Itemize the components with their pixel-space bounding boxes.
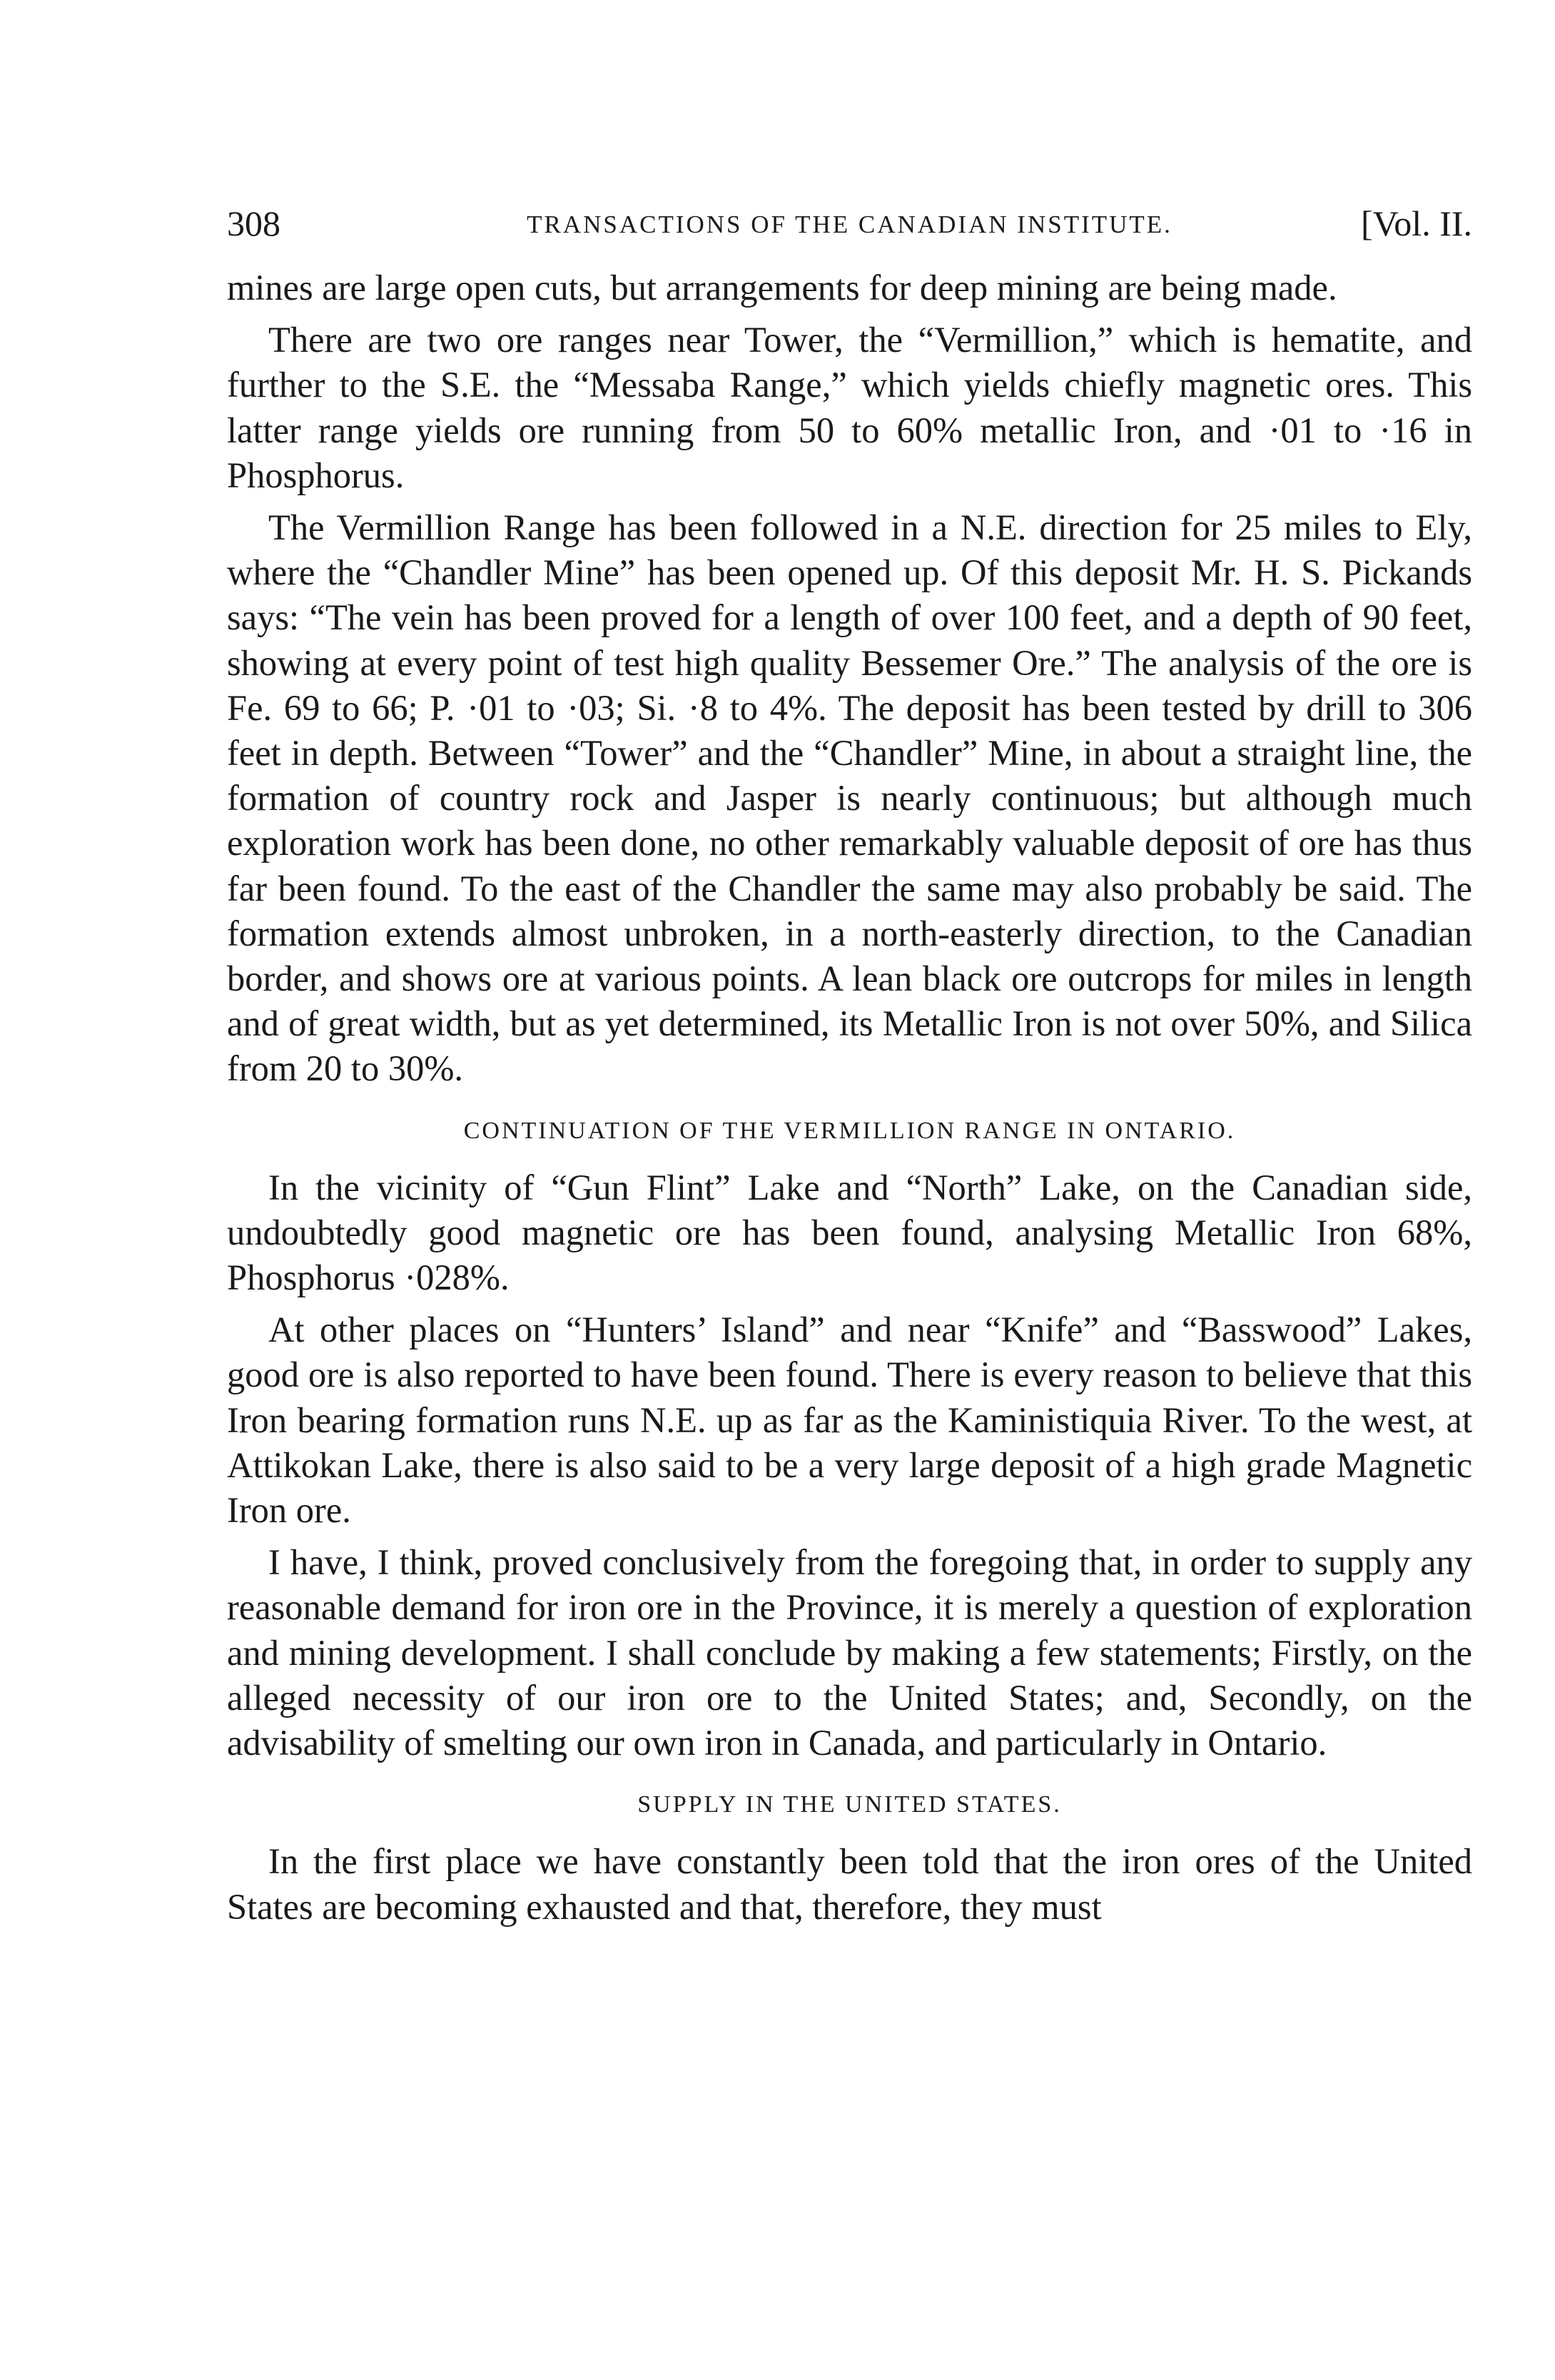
paragraph-continued: mines are large open cuts, but arrangements for deep mining are being made. (227, 268, 1337, 308)
running-head (227, 198, 1472, 248)
body-text (227, 265, 1472, 1937)
paragraph-hunters-island: At other places on “Hunters’ Island” and near “Knife” and “Basswood” Lakes, good ore is also reported to have been found. There is every reason to believe that this Iron bearing formation runs N.E. up as far as the Kaministiquia River. To the west, at Attikokan Lake, there is also said to be a very large deposit of a high grade Magnetic Iron ore. (227, 1310, 1472, 1531)
section-heading-supply: SUPPLY IN THE UNITED STATES. (637, 1791, 1062, 1818)
paragraph-vermillion-range: The Vermillion Range has been followed in a N.E. direction for 25 miles to Ely, where the “Chandler Mine” has been opened up. Of this deposit Mr. H. S. Pickands says: “The vein has been proved for a length of over 100 feet, and a depth of 90 feet, showing at every point of test high quality Bessemer Ore.” The analysis of the ore is Fe. 69 to 66; P. ·01 to ·03; Si. ·8 to 4%. The deposit has been tested by drill to 306 feet in depth. Between “Tower” and the “Chandler” Mine, in about a straight line, the formation of country rock and Jasper is nearly continuous; but although much exploration work has been done, no other remarkably valuable deposit of ore has thus far been found. To the east of the Chandler the same may also probably be said. The formation extends almost unbroken, in a north-easterly direction, to the Canadian border, and shows ore at various points. A lean black ore outcrops for miles in length and of great width, but as yet determined, its Metallic Iron is not over 50%, and Silica from 20 to 30%. (227, 507, 1472, 1089)
volume-label: [Vol. II. (1360, 203, 1472, 243)
paragraph-ore-ranges: There are two ore ranges near Tower, the “Vermillion,” which is hematite, and further to the S.E. the “Messaba Range,” which yields chiefly magnetic ores. This latter range yields ore running from 50 to 60% metallic Iron, and ·01 to ·16 in Phosphorus. (227, 320, 1472, 495)
journal-title: TRANSACTIONS OF THE CANADIAN INSTITUTE. (527, 211, 1172, 238)
paragraph-supply: In the first place we have constantly been told that the iron ores of the United States are becoming exhausted and that, therefore, they must (227, 1841, 1472, 1927)
paragraph-gun-flint: In the vicinity of “Gun Flint” Lake and “North” Lake, on the Canadian side, undoubtedly good magnetic ore has been found, analysing Metallic Iron 68%, Phosphorus ·028%. (227, 1167, 1472, 1298)
paragraph-conclusion: I have, I think, proved conclusively from the foregoing that, in order to supply any reasonable demand for iron ore in the Province, it is merely a question of exploration and mining development. I shall conclude by making a few statements; Firstly, on the alleged necessity of our iron ore to the United States; and, Secondly, on the advisability of smelting our own iron in Canada, and particularly in Ontario. (227, 1542, 1472, 1763)
section-heading-continuation: CONTINUATION OF THE VERMILLION RANGE IN ONTARIO. (463, 1117, 1236, 1144)
page-number: 308 (227, 203, 280, 243)
